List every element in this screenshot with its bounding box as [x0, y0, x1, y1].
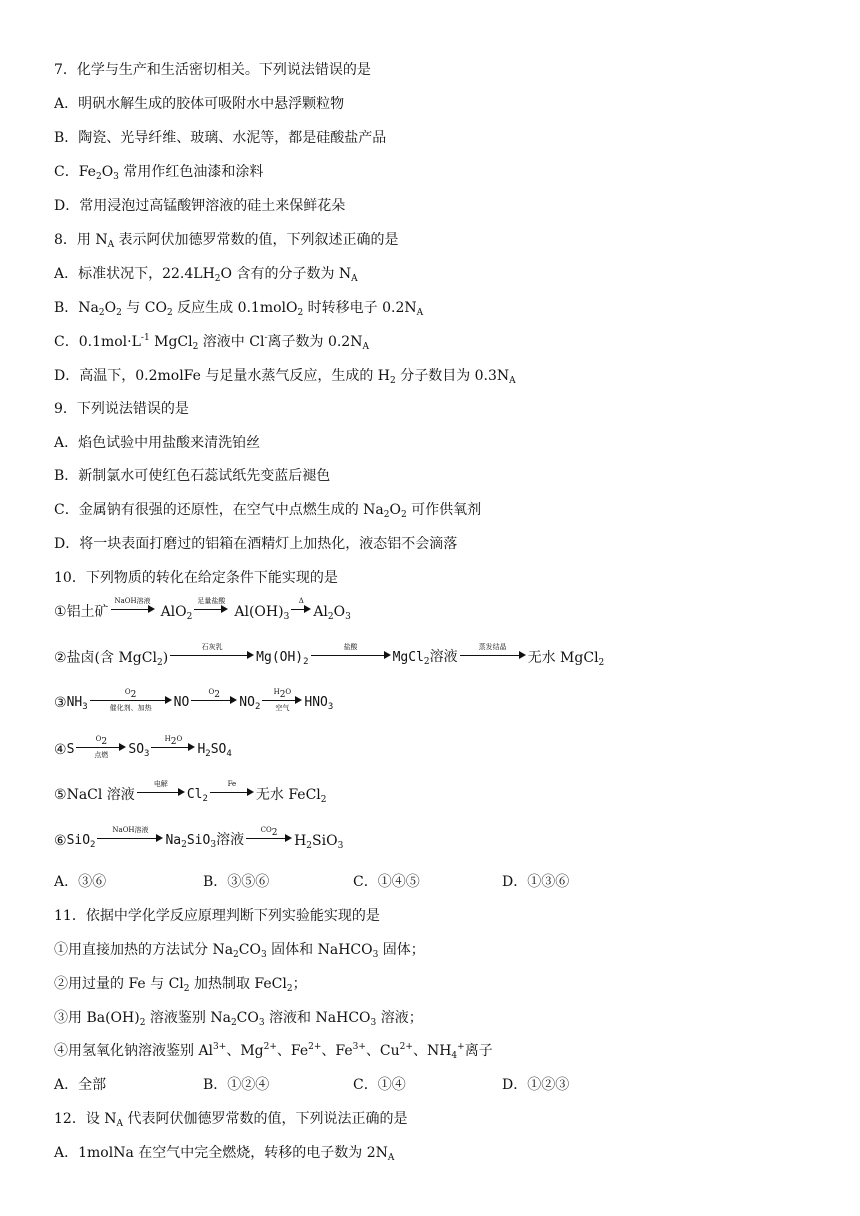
q7-option-b: B．陶瓷、光导纤维、玻璃、水泥等，都是硅酸盐产品: [54, 130, 387, 146]
reaction-arrow: NaOH溶液: [97, 826, 163, 850]
q8-option-c: C．$0.1mol\cdot L^{-1}$ MgCl$_2$ 溶液中 Cl-离子数为 $0.2N_A$: [54, 333, 369, 352]
q10-option-c: C．①④⑤: [353, 874, 420, 890]
reaction-arrow: $H_2O$: [151, 735, 195, 759]
q11-item-3: ③用 $Ba(OH)_2$ 溶液鉴别 $Na_2CO_3$ 溶液和 NaHCO$_3$ 溶液；: [54, 1010, 423, 1028]
reaction-arrow: 足量盐酸: [194, 597, 228, 621]
reaction-arrow: 电解: [137, 780, 185, 804]
q11-option-a: A．全部: [54, 1077, 107, 1093]
q10-reaction-2: ② 盐卤(含 MgCl$_2$) 石灰乳 $Mg(OH)_2$ 盐酸 MgCl$_2$溶液 蒸发结晶 无水 MgCl$_2$: [54, 643, 605, 668]
reaction-arrow: $H_2O$ 空气: [262, 688, 302, 712]
q12-stem: 12．设 $N_A$ 代表阿伏伽德罗常数的值，下列说法正确的是: [54, 1111, 408, 1129]
q11-option-c: C．①④: [353, 1077, 406, 1093]
q10-reaction-3: ③ $NH_3$ $O_2$ 催化剂、加热 NO $O_2$ $NO_2$ $H_2O$ 空气 $HNO_3$: [54, 688, 334, 712]
reaction-arrow: 盐酸: [311, 643, 391, 667]
q10-reaction-1: ① 铝土矿 NaOH溶液 AlO$_2$ 足量盐酸 $Al(OH)_3$ Δ $Al_2O_3$: [54, 597, 351, 622]
reaction-arrow: $CO_2$: [246, 826, 292, 850]
q9-option-c: C．金属钠有很强的还原性，在空气中点燃生成的 $Na_2O_2$ 可作供氧剂: [54, 502, 482, 520]
q10-option-d: D．①③⑥: [502, 874, 570, 890]
q9-option-d: D．将一块表面打磨过的铝箱在酒精灯上加热化，液态铝不会滴落: [54, 536, 458, 552]
reaction-arrow: Δ: [291, 597, 311, 621]
reaction-arrow: 石灰乳: [170, 643, 254, 667]
q10-reaction-6: ⑥ SiO$_2$ NaOH溶液 $Na_2SiO_3$溶液 $CO_2$ $H_2SiO_3$: [54, 826, 344, 851]
q7-option-c: C．$Fe_2O_3$ 常用作红色油漆和涂料: [54, 164, 264, 182]
q11-item-1: ①用直接加热的方法试分 $Na_2CO_3$ 固体和 NaHCO$_3$ 固体；: [54, 942, 425, 960]
q8-option-a: A．标准状况下，$22.4LH_2O$ 含有的分子数为 $N_A$: [54, 266, 358, 284]
reaction-arrow: $O_2$ 点燃: [76, 735, 126, 759]
q8-option-d: D．高温下，0.2molFe 与足量水蒸气反应，生成的 $H_2$ 分子数目为 $0.3N_A$: [54, 368, 516, 386]
q11-option-b: B．①②④: [203, 1077, 270, 1093]
q9-stem: 9．下列说法错误的是: [54, 401, 189, 417]
reaction-arrow: 蒸发结晶: [460, 643, 526, 667]
q10-stem: 10．下列物质的转化在给定条件下能实现的是: [54, 570, 338, 586]
q11-option-d: D．①②③: [502, 1077, 570, 1093]
q8-stem: 8．用 $N_A$ 表示阿伏加德罗常数的值，下列叙述正确的是: [54, 232, 399, 250]
q9-option-a: A．焰色试验中用盐酸来清洗铂丝: [54, 435, 261, 451]
reaction-arrow: $O_2$ 催化剂、加热: [90, 688, 172, 712]
q10-option-a: A．③⑥: [54, 874, 107, 890]
reaction-arrow: $O_2$: [191, 688, 237, 712]
q10-reaction-4: ④ S $O_2$ 点燃 $SO_3$ $H_2O$ $H_2SO_4$: [54, 735, 232, 759]
q11-item-2: ②用过量的 Fe 与 $Cl_2$ 加热制取 FeCl$_2$；: [54, 976, 307, 994]
q12-option-a: A．1molNa 在空气中完全燃烧，转移的电子数为 $2N_A$: [54, 1145, 395, 1163]
q7-stem: 7．化学与生产和生活密切相关。下列说法错误的是: [54, 62, 371, 78]
q10-option-b: B．③⑤⑥: [203, 874, 270, 890]
q8-option-b: B．$Na_2O_2$ 与 $CO_2$ 反应生成 0.1molO$_2$ 时转移电子 $0.2N_A$: [54, 300, 424, 318]
reaction-arrow: Fe: [210, 780, 254, 804]
q11-item-4: ④用氢氧化钠溶液鉴别 $Al^{3+}$、$Mg^{2+}$、$Fe^{2+}$、$Fe^{3+}$、$Cu^{2+}$、$NH_4^+$离子: [54, 1042, 493, 1061]
q7-option-d: D．常用浸泡过高锰酸钾溶液的硅土来保鲜花朵: [54, 198, 346, 214]
q9-option-b: B．新制氯水可使红色石蕊试纸先变蓝后褪色: [54, 468, 331, 484]
q10-reaction-5: ⑤ NaCl 溶液 电解 $Cl_2$ Fe 无水 FeCl$_2$: [54, 780, 327, 805]
q11-stem: 11．依据中学化学反应原理判断下列实验能实现的是: [54, 908, 380, 924]
q7-option-a: A．明矾水解生成的胶体可吸附水中悬浮颗粒物: [54, 96, 345, 112]
reaction-arrow: NaOH溶液: [111, 597, 155, 621]
